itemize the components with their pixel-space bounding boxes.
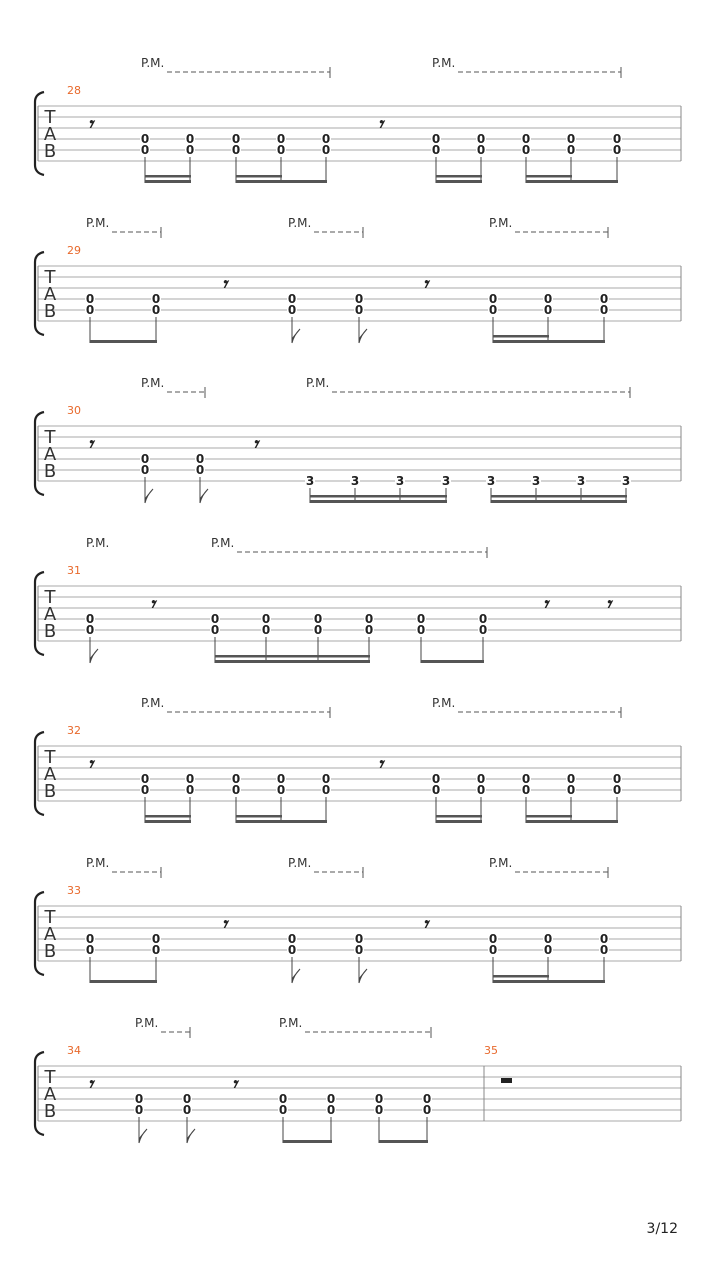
fret-number: 0: [231, 143, 241, 157]
tab-clef-letter: B: [43, 301, 57, 322]
fret-number: 0: [185, 772, 195, 786]
beam: [90, 980, 157, 983]
fret-number: 0: [185, 132, 195, 146]
fret-number: 3: [486, 474, 496, 488]
fret-number: 0: [321, 772, 331, 786]
fret-number: 0: [210, 612, 220, 626]
tab-clef-letter: A: [43, 924, 57, 945]
beam-secondary: [526, 175, 572, 178]
fret-number: 0: [521, 132, 531, 146]
fret-number: 0: [321, 143, 331, 157]
beam: [571, 820, 618, 823]
note-flag: [292, 329, 300, 343]
fret-number: 0: [364, 623, 374, 637]
beam-secondary: [493, 975, 549, 978]
system-bracket: [35, 732, 44, 815]
fret-number: 0: [151, 943, 161, 957]
system-bracket: [35, 412, 44, 495]
system-bracket: [35, 892, 44, 975]
beam: [571, 180, 618, 183]
beam-secondary: [236, 175, 282, 178]
tab-clef-letter: B: [43, 461, 57, 482]
fret-number: 0: [612, 132, 622, 146]
fret-number: 0: [566, 143, 576, 157]
beam: [145, 180, 191, 183]
fret-number: 0: [140, 783, 150, 797]
tab-clef-letter: B: [43, 941, 57, 962]
measure-number: 30: [67, 404, 81, 417]
palm-mute-label: P.M.: [288, 856, 312, 870]
measure-number: 35: [484, 1044, 498, 1057]
eighth-rest: 𝄾: [605, 592, 611, 616]
fret-number: 0: [185, 783, 195, 797]
note-flag: [359, 329, 367, 343]
fret-number: 0: [599, 292, 609, 306]
eighth-rest: 𝄾: [377, 752, 383, 776]
tab-clef-letter: T: [44, 427, 56, 448]
fret-number: 0: [276, 132, 286, 146]
palm-mute-label: P.M.: [489, 856, 513, 870]
tab-clef-letter: T: [44, 107, 56, 128]
beam-secondary: [436, 815, 482, 818]
beam: [379, 1140, 428, 1143]
tab-clef-letter: A: [43, 764, 57, 785]
fret-number: 0: [313, 612, 323, 626]
fret-number: 0: [431, 783, 441, 797]
beam-secondary: [236, 815, 282, 818]
fret-number: 0: [140, 463, 150, 477]
tab-clef-letter: B: [43, 621, 57, 642]
fret-number: 0: [261, 623, 271, 637]
fret-number: 0: [612, 143, 622, 157]
eighth-rest: 𝄾: [149, 592, 155, 616]
fret-number: 0: [431, 143, 441, 157]
fret-number: 0: [354, 943, 364, 957]
tab-clef-letter: B: [43, 141, 57, 162]
fret-number: 0: [416, 612, 426, 626]
measure-number: 34: [67, 1044, 81, 1057]
fret-number: 0: [599, 943, 609, 957]
eighth-rest: 𝄾: [87, 752, 93, 776]
fret-number: 0: [354, 292, 364, 306]
beam: [310, 500, 447, 503]
fret-number: 0: [185, 143, 195, 157]
palm-mute-label: P.M.: [86, 216, 110, 230]
beam: [236, 820, 282, 823]
tab-clef-letter: A: [43, 604, 57, 625]
fret-number: 0: [566, 783, 576, 797]
note-flag: [139, 1129, 147, 1143]
fret-number: 0: [374, 1092, 384, 1106]
fret-number: 0: [354, 932, 364, 946]
fret-number: 0: [182, 1092, 192, 1106]
beam: [421, 660, 484, 663]
beam: [436, 180, 482, 183]
eighth-rest: 𝄾: [422, 272, 428, 296]
fret-number: 0: [278, 1092, 288, 1106]
fret-number: 3: [441, 474, 451, 488]
fret-number: 0: [612, 772, 622, 786]
fret-number: 0: [313, 623, 323, 637]
tab-clef-letter: A: [43, 124, 57, 145]
fret-number: 0: [85, 303, 95, 317]
fret-number: 0: [261, 612, 271, 626]
fret-number: 0: [276, 143, 286, 157]
fret-number: 0: [182, 1103, 192, 1117]
fret-number: 0: [488, 943, 498, 957]
fret-number: 0: [326, 1092, 336, 1106]
fret-number: 0: [326, 1103, 336, 1117]
fret-number: 0: [151, 292, 161, 306]
tab-clef-letter: T: [44, 587, 56, 608]
tab-clef-letter: T: [44, 1067, 56, 1088]
fret-number: 0: [140, 132, 150, 146]
tab-clef-letter: B: [43, 781, 57, 802]
fret-number: 0: [195, 452, 205, 466]
fret-number: 3: [305, 474, 315, 488]
tab-clef-letter: B: [43, 1101, 57, 1122]
beam: [283, 1140, 332, 1143]
fret-number: 0: [478, 623, 488, 637]
note-flag: [187, 1129, 195, 1143]
fret-number: 0: [85, 292, 95, 306]
eighth-rest: 𝄾: [87, 112, 93, 136]
fret-number: 0: [85, 612, 95, 626]
palm-mute-label: P.M.: [279, 1016, 303, 1030]
fret-number: 0: [231, 783, 241, 797]
fret-number: 0: [231, 132, 241, 146]
palm-mute-label: P.M.: [306, 376, 330, 390]
beam-secondary: [145, 815, 191, 818]
fret-number: 3: [576, 474, 586, 488]
beam-secondary: [491, 495, 627, 498]
palm-mute-label: P.M.: [86, 856, 110, 870]
beam: [491, 500, 627, 503]
fret-number: 0: [566, 132, 576, 146]
beam: [236, 180, 282, 183]
fret-number: 0: [521, 772, 531, 786]
measure-number: 32: [67, 724, 81, 737]
fret-number: 0: [599, 932, 609, 946]
system-bracket: [35, 252, 44, 335]
fret-number: 0: [140, 143, 150, 157]
fret-number: 0: [476, 143, 486, 157]
tab-clef-letter: A: [43, 444, 57, 465]
fret-number: 0: [488, 292, 498, 306]
fret-number: 0: [134, 1092, 144, 1106]
fret-number: 0: [612, 783, 622, 797]
fret-number: 0: [416, 623, 426, 637]
beam-secondary: [493, 335, 549, 338]
note-flag: [292, 969, 300, 983]
eighth-rest: 𝄾: [221, 912, 227, 936]
fret-number: 0: [599, 303, 609, 317]
whole-rest: [501, 1078, 512, 1083]
measure-number: 28: [67, 84, 81, 97]
fret-number: 0: [287, 932, 297, 946]
fret-number: 0: [195, 463, 205, 477]
fret-number: 0: [287, 303, 297, 317]
palm-mute-label: P.M.: [288, 216, 312, 230]
note-flag: [90, 649, 98, 663]
fret-number: 0: [134, 1103, 144, 1117]
palm-mute-label: P.M.: [489, 216, 513, 230]
fret-number: 0: [422, 1092, 432, 1106]
fret-number: 3: [395, 474, 405, 488]
fret-number: 3: [621, 474, 631, 488]
eighth-rest: 𝄾: [87, 432, 93, 456]
note-flag: [200, 489, 208, 503]
beam: [493, 340, 549, 343]
fret-number: 0: [476, 783, 486, 797]
fret-number: 0: [354, 303, 364, 317]
fret-number: 0: [422, 1103, 432, 1117]
fret-number: 0: [140, 772, 150, 786]
fret-number: 0: [478, 612, 488, 626]
measure-number: 29: [67, 244, 81, 257]
fret-number: 0: [543, 292, 553, 306]
tab-clef-letter: A: [43, 1084, 57, 1105]
fret-number: 0: [431, 132, 441, 146]
palm-mute-label: P.M.: [141, 376, 165, 390]
eighth-rest: 𝄾: [542, 592, 548, 616]
palm-mute-label: P.M.: [211, 536, 235, 550]
fret-number: 0: [543, 932, 553, 946]
system-bracket: [35, 1052, 44, 1135]
tab-clef-letter: T: [44, 907, 56, 928]
tab-clef-letter: T: [44, 747, 56, 768]
beam-secondary: [436, 175, 482, 178]
measure-number: 33: [67, 884, 81, 897]
fret-number: 0: [543, 943, 553, 957]
eighth-rest: 𝄾: [231, 1072, 237, 1096]
fret-number: 0: [488, 303, 498, 317]
beam: [548, 340, 605, 343]
beam: [526, 180, 572, 183]
fret-number: 0: [287, 943, 297, 957]
fret-number: 0: [566, 772, 576, 786]
fret-number: 0: [151, 932, 161, 946]
system-bracket: [35, 92, 44, 175]
fret-number: 0: [488, 932, 498, 946]
fret-number: 0: [85, 943, 95, 957]
fret-number: 3: [350, 474, 360, 488]
fret-number: 0: [210, 623, 220, 637]
eighth-rest: 𝄾: [422, 912, 428, 936]
fret-number: 0: [321, 132, 331, 146]
beam: [493, 980, 549, 983]
beam: [145, 820, 191, 823]
fret-number: 0: [374, 1103, 384, 1117]
palm-mute-label: P.M.: [141, 696, 165, 710]
beam: [548, 980, 605, 983]
system-bracket: [35, 572, 44, 655]
fret-number: 0: [276, 772, 286, 786]
beam: [526, 820, 572, 823]
beam: [436, 820, 482, 823]
palm-mute-label: P.M.: [432, 696, 456, 710]
palm-mute-label: P.M.: [86, 536, 110, 550]
eighth-rest: 𝄾: [221, 272, 227, 296]
fret-number: 0: [85, 623, 95, 637]
fret-number: 0: [278, 1103, 288, 1117]
beam: [281, 820, 327, 823]
tab-clef-letter: T: [44, 267, 56, 288]
beam-secondary: [310, 495, 447, 498]
eighth-rest: 𝄾: [87, 1072, 93, 1096]
palm-mute-label: P.M.: [135, 1016, 159, 1030]
beam: [215, 660, 370, 663]
fret-number: 0: [476, 772, 486, 786]
eighth-rest: 𝄾: [252, 432, 258, 456]
fret-number: 0: [476, 132, 486, 146]
note-flag: [359, 969, 367, 983]
beam-secondary: [145, 175, 191, 178]
beam-secondary: [526, 815, 572, 818]
eighth-rest: 𝄾: [377, 112, 383, 136]
fret-number: 0: [321, 783, 331, 797]
page-number: 3/12: [646, 1221, 678, 1237]
measure-number: 31: [67, 564, 81, 577]
beam: [90, 340, 157, 343]
note-flag: [145, 489, 153, 503]
fret-number: 0: [431, 772, 441, 786]
fret-number: 0: [231, 772, 241, 786]
fret-number: 0: [521, 783, 531, 797]
fret-number: 0: [521, 143, 531, 157]
fret-number: 0: [276, 783, 286, 797]
fret-number: 0: [287, 292, 297, 306]
beam: [281, 180, 327, 183]
fret-number: 0: [543, 303, 553, 317]
fret-number: 0: [85, 932, 95, 946]
palm-mute-label: P.M.: [141, 56, 165, 70]
beam-secondary: [215, 655, 370, 658]
tab-clef-letter: A: [43, 284, 57, 305]
fret-number: 0: [140, 452, 150, 466]
fret-number: 0: [364, 612, 374, 626]
fret-number: 0: [151, 303, 161, 317]
fret-number: 3: [531, 474, 541, 488]
palm-mute-label: P.M.: [432, 56, 456, 70]
